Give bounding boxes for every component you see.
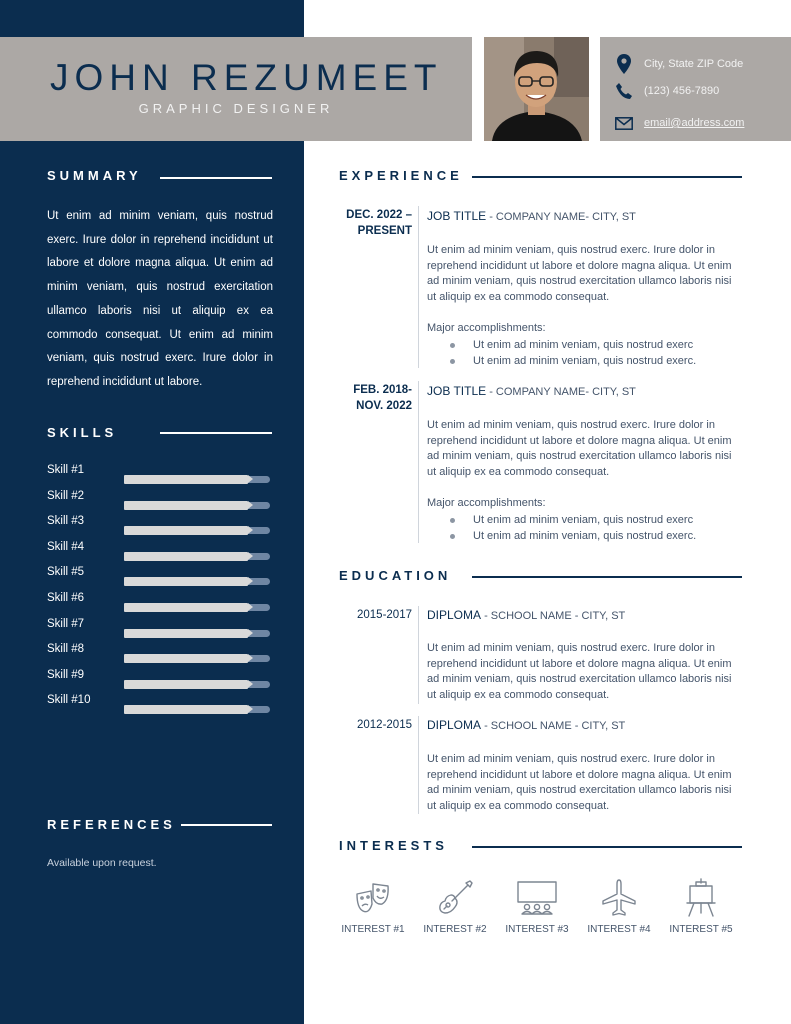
interest-2-label: INTEREST #2 bbox=[423, 924, 487, 935]
skill-bar-track bbox=[124, 476, 270, 483]
education-heading: EDUCATION bbox=[339, 568, 452, 583]
skill-bar-track bbox=[124, 553, 270, 560]
skill-bar-track bbox=[124, 655, 270, 662]
theater-masks-icon bbox=[353, 878, 393, 918]
candidate-name: JOHN REZUMEET bbox=[50, 57, 443, 98]
contact-address bbox=[614, 54, 743, 74]
skill-bar-track bbox=[124, 681, 270, 688]
job-1-accomplishments bbox=[450, 337, 696, 369]
skill-bar-fill bbox=[124, 629, 248, 638]
summary-heading: SUMMARY bbox=[47, 168, 142, 183]
skill-bar-fill bbox=[124, 475, 248, 484]
skills-heading: SKILLS bbox=[47, 425, 118, 440]
email-link[interactable]: email@address.com bbox=[644, 117, 745, 129]
skill-bar-track bbox=[124, 630, 270, 637]
interest-3-label: INTEREST #3 bbox=[505, 924, 569, 935]
interest-5 bbox=[668, 878, 734, 935]
list-item: Ut enim ad minim veniam, quis nostrud exerc. bbox=[450, 528, 696, 544]
education-1-description: Ut enim ad minim veniam, quis nostrud exerc. Irure dolor in reprehend incididunt ut labore et dolore magna aliqua. Ut enim ad minim veniam, quis nostrud exercitation ullamco laboris nisi ut aliquip ex ea commodo consequat. bbox=[427, 642, 732, 702]
easel-icon bbox=[681, 878, 721, 918]
interest-1 bbox=[340, 878, 406, 935]
candidate-role: GRAPHIC DESIGNER bbox=[138, 101, 334, 116]
skill-bar-fill bbox=[124, 680, 248, 689]
references-rule bbox=[181, 824, 272, 826]
education-2-title: DIPLOMA - SCHOOL NAME - CITY, ST bbox=[427, 718, 626, 732]
job-1-divider bbox=[418, 206, 419, 368]
skill-bar-track bbox=[124, 527, 270, 534]
airplane-icon bbox=[599, 878, 639, 918]
summary-rule bbox=[160, 177, 272, 179]
education-1-title: DIPLOMA - SCHOOL NAME - CITY, ST bbox=[427, 608, 626, 622]
skill-bar-fill bbox=[124, 654, 248, 663]
skill-bar-track bbox=[124, 502, 270, 509]
experience-heading: EXPERIENCE bbox=[339, 168, 463, 183]
experience-rule bbox=[472, 176, 742, 178]
job-2-title: JOB TITLE - COMPANY NAME- CITY, ST bbox=[427, 384, 636, 398]
interest-3 bbox=[504, 878, 570, 935]
education-1-divider bbox=[418, 606, 419, 704]
job-2-accomplishments-label: Major accomplishments: bbox=[427, 497, 546, 509]
skill-bar-track bbox=[124, 578, 270, 585]
skill-bar-fill bbox=[124, 603, 248, 612]
skills-rule bbox=[160, 432, 272, 434]
education-2-date: 2012-2015 bbox=[357, 719, 412, 731]
job-2-accomplishments bbox=[450, 512, 696, 544]
skill-bar-track bbox=[124, 706, 270, 713]
interest-5-label: INTEREST #5 bbox=[669, 924, 733, 935]
skill-label: Skill #1 bbox=[47, 464, 85, 476]
interest-4-label: INTEREST #4 bbox=[587, 924, 651, 935]
job-1-accomplishments-label: Major accomplishments: bbox=[427, 322, 546, 334]
references-text: Available upon request. bbox=[47, 857, 157, 869]
cinema-icon bbox=[515, 878, 559, 918]
interest-1-label: INTEREST #1 bbox=[341, 924, 405, 935]
job-1-title: JOB TITLE - COMPANY NAME- CITY, ST bbox=[427, 209, 636, 223]
phone-text: (123) 456-7890 bbox=[644, 85, 720, 97]
guitar-icon bbox=[435, 878, 475, 918]
sidebar-panel bbox=[0, 0, 304, 1024]
education-2-description: Ut enim ad minim veniam, quis nostrud exerc. Irure dolor in reprehend incididunt ut labore et dolore magna aliqua. Ut enim ad minim veniam, quis nostrud exercitation ullamco laboris nisi ut aliquip ex ea commodo consequat. bbox=[427, 753, 732, 813]
contact-phone bbox=[614, 81, 719, 101]
summary-text: Ut enim ad minim veniam, quis nostrud exerc. Irure dolor in reprehend incididunt ut labore et dolore magna aliqua. Ut enim ad minim veniam, quis nostrud exercitation ullamco laboris nisi ut aliquip ex ea commodo consequat. Ut enim ad minim veniam, quis nostrud exerc. Irure dolor in reprehend incididunt ut labore. bbox=[47, 210, 273, 388]
interests-heading: INTERESTS bbox=[339, 838, 448, 853]
list-item: Ut enim ad minim veniam, quis nostrud exerc bbox=[450, 512, 696, 528]
skill-label: Skill #5 bbox=[47, 566, 85, 579]
phone-icon bbox=[614, 81, 634, 101]
skill-label: Skill #9 bbox=[47, 668, 85, 681]
interests-rule bbox=[472, 846, 742, 848]
skill-bar-fill bbox=[124, 552, 248, 561]
address-text: City, State ZIP Code bbox=[644, 58, 744, 70]
skill-bar-fill bbox=[124, 526, 248, 535]
job-1-date: DEC. 2022 – PRESENT bbox=[346, 209, 412, 237]
interest-2 bbox=[422, 878, 488, 935]
job-1-description: Ut enim ad minim veniam, quis nostrud exerc. Irure dolor in reprehend incididunt ut labore et dolore magna aliqua. Ut enim ad minim veniam, quis nostrud exercitation ullamco laboris nisi ut aliquip ex ea commodo consequat. bbox=[427, 244, 732, 304]
skill-label: Skill #10 bbox=[47, 694, 91, 707]
list-item: Ut enim ad minim veniam, quis nostrud exerc bbox=[450, 337, 696, 353]
map-pin-icon bbox=[614, 54, 634, 74]
skill-bar-track bbox=[124, 604, 270, 611]
skill-label: Skill #6 bbox=[47, 592, 85, 604]
contact-email[interactable] bbox=[614, 113, 744, 133]
education-2-divider bbox=[418, 716, 419, 814]
skill-bar-fill bbox=[124, 501, 248, 510]
list-item: Ut enim ad minim veniam, quis nostrud exerc. bbox=[450, 353, 696, 369]
skill-bar-fill bbox=[124, 577, 248, 586]
education-rule bbox=[472, 576, 742, 578]
skill-label: Skill #4 bbox=[47, 540, 85, 553]
skill-label: Skill #7 bbox=[47, 617, 85, 630]
envelope-icon bbox=[614, 113, 634, 133]
job-2-description: Ut enim ad minim veniam, quis nostrud exerc. Irure dolor in reprehend incididunt ut labore et dolore magna aliqua. Ut enim ad minim veniam, quis nostrud exercitation ullamco laboris nisi ut aliquip ex ea commodo consequat. bbox=[427, 419, 732, 479]
skill-label: Skill #8 bbox=[47, 643, 85, 656]
references-heading: REFERENCES bbox=[47, 817, 176, 832]
skill-bar-fill bbox=[124, 705, 248, 714]
interest-4 bbox=[586, 878, 652, 935]
profile-photo bbox=[484, 37, 589, 141]
job-2-divider bbox=[418, 381, 419, 543]
education-1-date: 2015-2017 bbox=[357, 609, 412, 621]
job-2-date: FEB. 2018- NOV. 2022 bbox=[353, 384, 412, 412]
skill-label: Skill #3 bbox=[47, 515, 85, 528]
skill-label: Skill #2 bbox=[47, 489, 85, 502]
